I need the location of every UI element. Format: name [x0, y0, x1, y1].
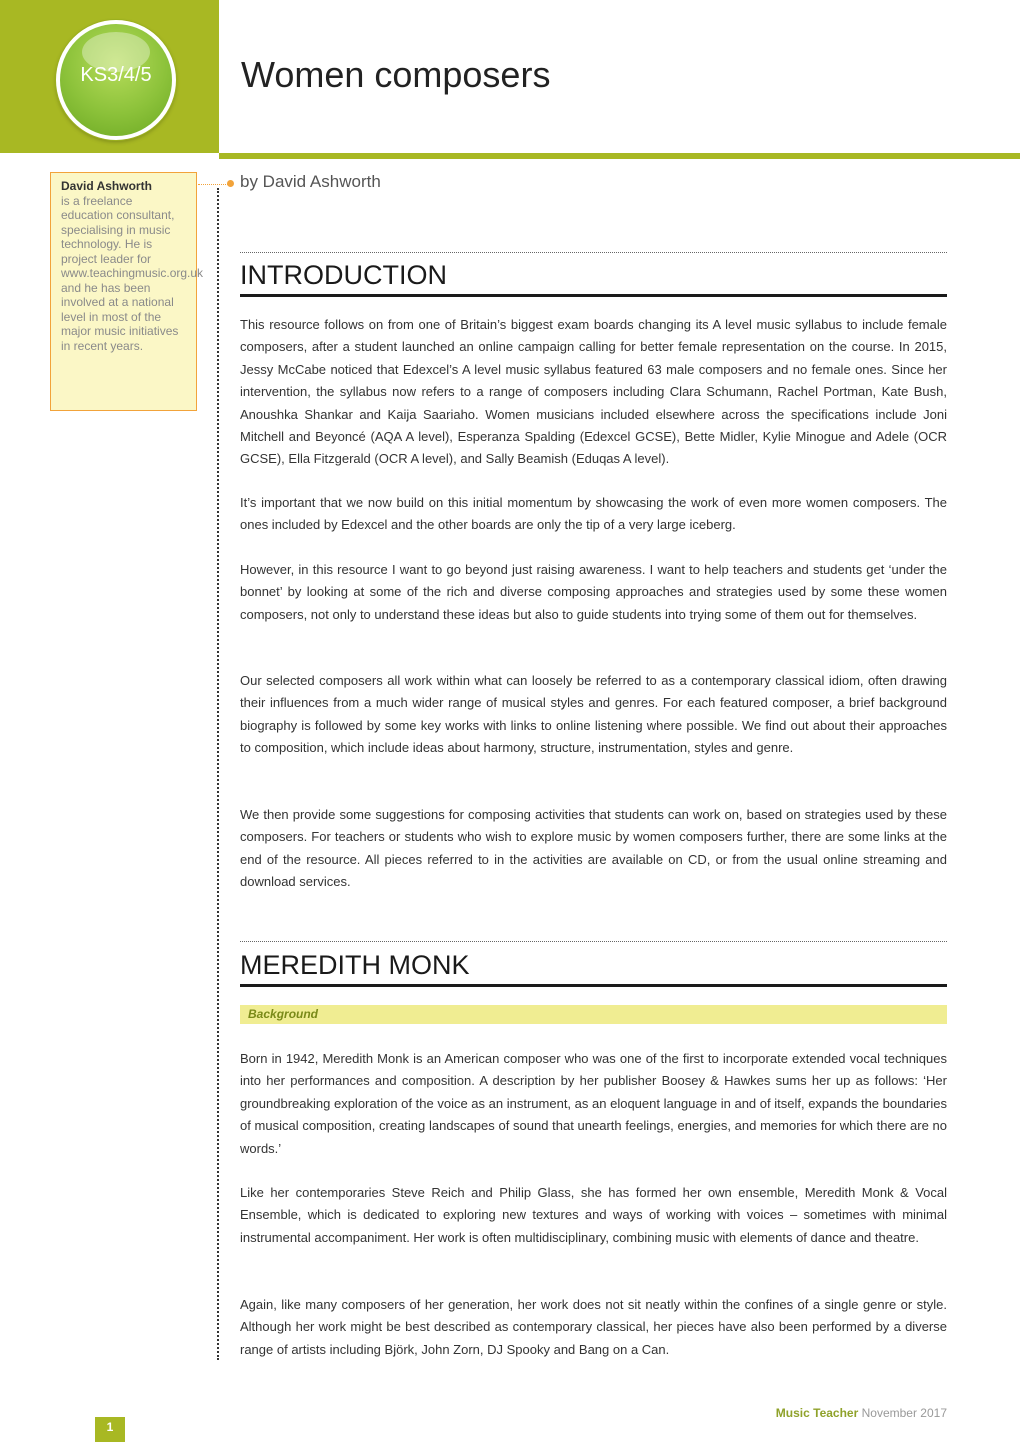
intro-paragraph: Our selected composers all work within what can loosely be referred to as a contemporary classical idiom, often drawing their influences from a much wider range of musical styles and genres. For each featured composer, a brief background biography is followed by some key works with links to online listening where possible. We find out about their approaches to composition, which include ideas about harmony, structure, instrumentation, styles and genre. — [240, 673, 947, 756]
footer-credit — [776, 1406, 947, 1420]
section-divider — [240, 941, 947, 942]
column-divider — [217, 188, 219, 1360]
intro-paragraph: It’s important that we now build on this initial momentum by showcasing the work of even more women composers. The ones included by Edexcel and the other boards are only the tip of a very large iceberg. — [240, 495, 947, 533]
issue-date: November 2017 — [861, 1406, 947, 1420]
monk-paragraph: Like her contemporaries Steve Reich and Philip Glass, she has formed her own ensemble, Meredith Monk & Vocal Ensemble, which is dedicated to exploring new textures and ways of working with voices – sometimes with minimal instrumental accompaniment. Her work is often multidisciplinary, combining music with elements of dance and theatre. — [240, 1185, 947, 1245]
author-bio-box — [50, 172, 204, 411]
section-title-meredith-monk: MEREDITH MONK — [240, 950, 470, 980]
page-number-tab — [95, 1417, 125, 1442]
intro-paragraph: However, in this resource I want to go beyond just raising awareness. I want to help teachers and students get ‘under the bonnet’ by looking at some of the rich and diverse composing approaches and strategies used by some these women composers, not only to understand these ideas but also to guide students into trying some of them out for themselves. — [240, 562, 947, 622]
intro-paragraph: This resource follows on from one of Britain’s biggest exam boards changing its A level music syllabus to include female composers, after a student launched an online campaign calling for better female representation on the course. In 2015, Jessy McCabe noticed that Edexcel’s A level music syllabus featured 63 male composers and no female ones. Since her intervention, the syllabus now refers to a range of composers including Clara Schumann, Rachel Portman, Kate Bush, Anoushka Shankar and Kaija Saariaho. Women musicians included elsewhere across the specifications include Joni Mitchell and Beyoncé (AQA A level), Esperanza Spalding (Edexcel GCSE), Bette Midler, Kylie Minogue and Adele (OCR GCSE), Ella Fitzgerald (OCR A level), and Sally Beamish (Eduqas A level). — [240, 317, 947, 467]
intro-paragraph: We then provide some suggestions for composing activities that students can work on, based on strategies used by these composers. For teachers or students who wish to explore music by women composers further, there are some links at the end of the resource. All pieces referred to in the activities are available on CD, or from the usual online streaming and download services. — [240, 807, 947, 890]
byline-connector — [198, 184, 230, 185]
subheading-background: Background — [248, 1007, 319, 1021]
section-title-introduction: INTRODUCTION — [240, 260, 447, 290]
section-rule — [240, 294, 947, 297]
page-number: 1 — [106, 1420, 114, 1434]
header-divider — [219, 153, 1020, 159]
magazine-name: Music Teacher — [775, 1406, 859, 1420]
section-rule — [240, 984, 947, 987]
key-stage-badge — [56, 20, 176, 140]
monk-paragraph: Born in 1942, Meredith Monk is an American composer who was one of the first to incorporate extended vocal techniques into her performances and composition. A description by her publisher Boosey & Hawkes sums her up as follows: ‘Her groundbreaking exploration of the voice as an instrument, as an eloquent language in and of itself, expands the boundaries of musical composition, creating landscapes of sound that unearth feelings, energies, and memories for which there are no words.’ — [240, 1051, 947, 1156]
header-panel — [0, 0, 219, 153]
author-bio: is a freelance education consultant, specialising in music technology. He is project leader for www.teachingmusic.org.uk and he has been involved at a national level in most of the major music initiatives in recent years. — [61, 193, 204, 353]
section-divider — [240, 252, 947, 253]
badge-label: KS3/4/5 — [80, 64, 152, 86]
page-title: Women composers — [241, 54, 551, 95]
byline: by David Ashworth — [240, 172, 381, 191]
monk-paragraph: Again, like many composers of her generation, her work does not sit neatly within the confines of a single genre or style. Although her work might be best described as contemporary classical, her pieces have also been performed by a diverse range of artists including Björk, John Zorn, DJ Spooky and Bang on a Can. — [240, 1297, 947, 1357]
author-name: David Ashworth — [61, 179, 152, 193]
byline-dot — [227, 180, 234, 187]
subheading-band — [240, 1005, 947, 1024]
